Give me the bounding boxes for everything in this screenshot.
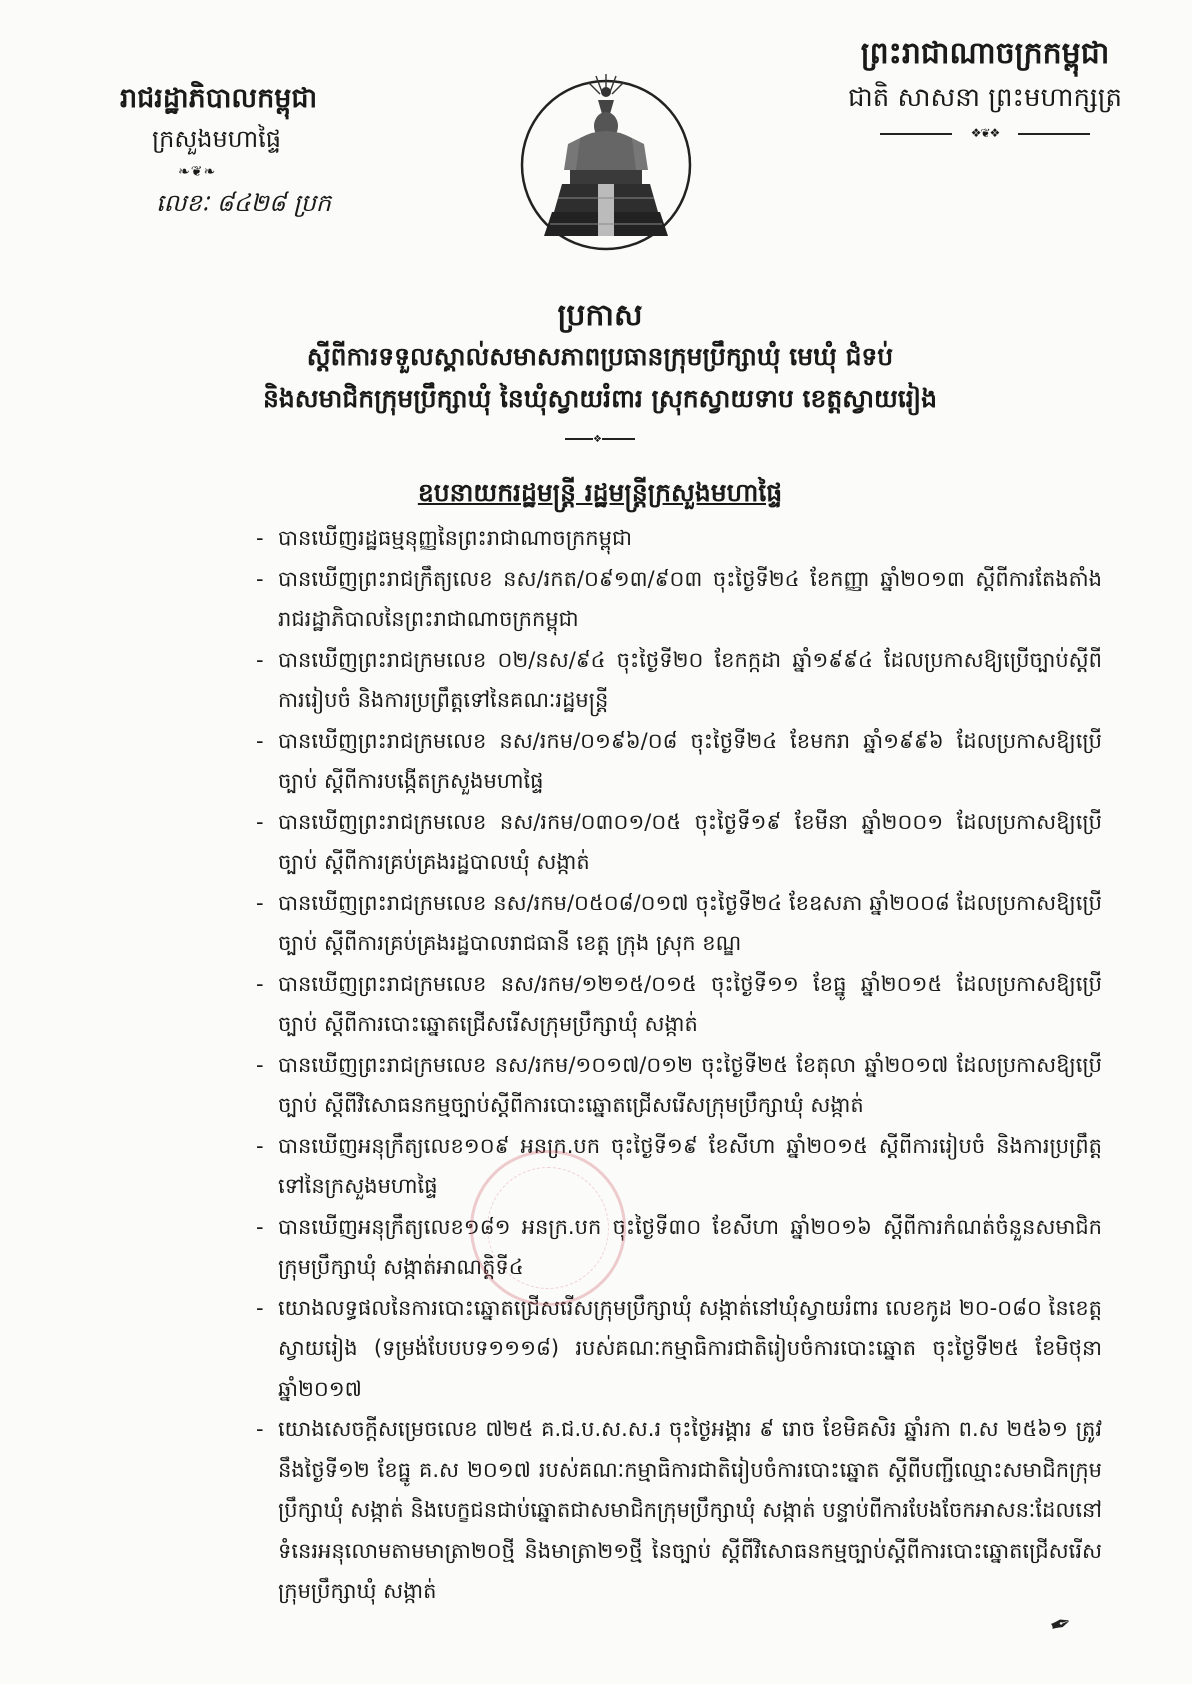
preamble-list bbox=[256, 518, 1102, 1612]
list-item: - បានឃើញព្រះរាជក្រមលេខ នស/រកម/០៥០៨/០១៧ ចុះថ្ងៃទី២៤ ខែឧសភា ឆ្នាំ២០០៨ ដែលប្រកាសឱ្យប្រើច្បាប់ ស្តីពីការគ្រប់គ្រងរដ្ឋបាលរាជធានី ខេត្ត ក្រុង ស្រុក ខណ្ឌ bbox=[256, 890, 1102, 955]
ornament-icon: ❧❦❧ bbox=[178, 164, 217, 180]
document-type: ប្រកាស bbox=[557, 298, 643, 333]
list-item: - បានឃើញព្រះរាជក្រមលេខ នស/រកម/០១៩៦/០៨ ចុះថ្ងៃទី២៤ ខែមករា ឆ្នាំ១៩៩៦ ដែលប្រកាសឱ្យប្រើច្បាប់ ស្តីពីការបង្កើតក្រសួងមហាផ្ទៃ bbox=[256, 728, 1102, 793]
kingdom-name: ព្រះរាជាណាចក្រកម្ពុជា bbox=[860, 36, 1110, 71]
document-title bbox=[200, 296, 1000, 445]
list-item: - យោងលទ្ធផលនៃការបោះឆ្នោតជ្រើសរើសក្រុមប្រឹក្សាឃុំ សង្កាត់នៅឃុំស្វាយរំពារ លេខកូដ ២០-០៨០ នៃខេត្តស្វាយរៀង (ទម្រង់បែបបទ១១១៨) របស់គណៈកម្មាធិការជាតិរៀបចំការបោះឆ្នោត ចុះថ្ងៃទី២៥ ខែមិថុនា ឆ្នាំ២០១៧ bbox=[256, 1295, 1102, 1401]
list-item: - បានឃើញព្រះរាជក្រមលេខ នស/រកម/០៣០១/០៥ ចុះថ្ងៃទី១៩ ខែមីនា ឆ្នាំ២០០១ ដែលប្រកាសឱ្យប្រើច្បាប់ ស្តីពីការគ្រប់គ្រងរដ្ឋបាលឃុំ សង្កាត់ bbox=[256, 809, 1102, 874]
title-divider: ❖ bbox=[565, 438, 635, 440]
signature-initial-icon: ✒ bbox=[1045, 1607, 1076, 1643]
list-item: - បានឃើញព្រះរាជក្រមលេខ នស/រកម/១០១៧/០១២ ចុះថ្ងៃទី២៥ ខែតុលា ឆ្នាំ២០១៧ ដែលប្រកាសឱ្យប្រើច្បាប់ ស្តីពីវិសោធនកម្មច្បាប់ស្តីពីការបោះឆ្នោតជ្រើសរើសក្រុមប្រឹក្សាឃុំ សង្កាត់ bbox=[256, 1052, 1102, 1117]
ministry-emblem-icon bbox=[518, 52, 694, 278]
title-line-1: ស្តីពីការទទួលស្គាល់សមាសភាពប្រធានក្រុមប្រឹក្សាឃុំ មេឃុំ ជំទប់ bbox=[306, 342, 894, 371]
government-name: រាជរដ្ឋាភិបាលកម្ពុជា bbox=[120, 83, 318, 114]
ornament-divider: ❖❦❖ bbox=[880, 128, 1090, 140]
ministry-header bbox=[120, 80, 350, 223]
list-item: - បានឃើញអនុក្រឹត្យលេខ១០៩ អនក្រ.បក ចុះថ្ងៃទី១៩ ខែសីហា ឆ្នាំ២០១៥ ស្តីពីការរៀបចំ និងការប្រព្រឹត្តទៅនៃក្រសួងមហាផ្ទៃ bbox=[256, 1133, 1102, 1198]
faded-seal-stamp bbox=[470, 1150, 626, 1306]
national-motto: ជាតិ សាសនា ព្រះមហាក្សត្រ bbox=[848, 83, 1122, 113]
list-item: - បានឃើញព្រះរាជក្រមលេខ នស/រកម/១២១៥/០១៥ ចុះថ្ងៃទី១១ ខែធ្នូ ឆ្នាំ២០១៥ ដែលប្រកាសឱ្យប្រើច្បាប់ ស្តីពីការបោះឆ្នោតជ្រើសរើសក្រុមប្រឹក្សាឃុំ សង្កាត់ bbox=[256, 971, 1102, 1036]
list-item: - បានឃើញព្រះរាជក្រឹត្យលេខ នស/រកត/០៩១៣/៩០៣ ចុះថ្ងៃទី២៤ ខែកញ្ញា ឆ្នាំ២០១៣ ស្តីពីការតែងតាំងរាជរដ្ឋាភិបាលនៃព្រះរាជាណាចក្រកម្ពុជា bbox=[256, 566, 1102, 631]
reference-number: លេខៈ ៨៤២៨ ប្រក bbox=[156, 189, 332, 217]
list-item: - យោងសេចក្តីសម្រេចលេខ ៧២៥ គ.ជ.ប.ស.ស.រ ចុះថ្ងៃអង្គារ ៩ រោច ខែមិគសិរ ឆ្នាំរកា ព.ស ២៥៦១ ត្រូវនឹងថ្ងៃទី១២ ខែធ្នូ គ.ស ២០១៧ របស់គណៈកម្មាធិការជាតិរៀបចំការបោះឆ្នោត ស្តីពីបញ្ជីឈ្មោះសមាជិកក្រុមប្រឹក្សាឃុំ សង្កាត់ និងបេក្ខជនជាប់ឆ្នោតជាសមាជិកក្រុមប្រឹក្សាឃុំ សង្កាត់ បន្ទាប់ពីការបែងចែកអាសនៈដែលនៅទំនេរអនុលោមតាមមាត្រា២០ថ្មី និងមាត្រា២១ថ្មី នៃច្បាប់ ស្តីពីវិសោធនកម្មច្បាប់ស្តីពីការបោះឆ្នោតជ្រើសរើសក្រុមប្រឹក្សាឃុំ សង្កាត់ bbox=[256, 1417, 1102, 1603]
list-item: - បានឃើញរដ្ឋធម្មនុញ្ញនៃព្រះរាជាណាចក្រកម្ពុជា bbox=[256, 526, 632, 550]
title-line-2: និងសមាជិកក្រុមប្រឹក្សាឃុំ នៃឃុំស្វាយរំពារ ស្រុកស្វាយទាប ខេត្តស្វាយរៀង bbox=[263, 384, 937, 413]
issuing-authority: ឧបនាយករដ្ឋមន្ត្រី រដ្ឋមន្ត្រីក្រសួងមហាផ្ទៃ bbox=[417, 478, 783, 507]
list-item: - បានឃើញអនុក្រឹត្យលេខ១៨១ អនក្រ.បក ចុះថ្ងៃទី៣០ ខែសីហា ឆ្នាំ២០១៦ ស្តីពីការកំណត់ចំនួនសមាជិកក្រុមប្រឹក្សាឃុំ សង្កាត់អាណត្តិទី៤ bbox=[256, 1214, 1102, 1279]
kingdom-header bbox=[835, 34, 1135, 140]
list-item: - បានឃើញព្រះរាជក្រមលេខ ០២/នស/៩៤ ចុះថ្ងៃទី២០ ខែកក្កដា ឆ្នាំ១៩៩៤ ដែលប្រកាសឱ្យប្រើច្បាប់ស្តីពីការរៀបចំ និងការប្រព្រឹត្តទៅនៃគណៈរដ្ឋមន្ត្រី bbox=[256, 647, 1102, 712]
ministry-name: ក្រសួងមហាផ្ទៃ bbox=[152, 125, 282, 153]
